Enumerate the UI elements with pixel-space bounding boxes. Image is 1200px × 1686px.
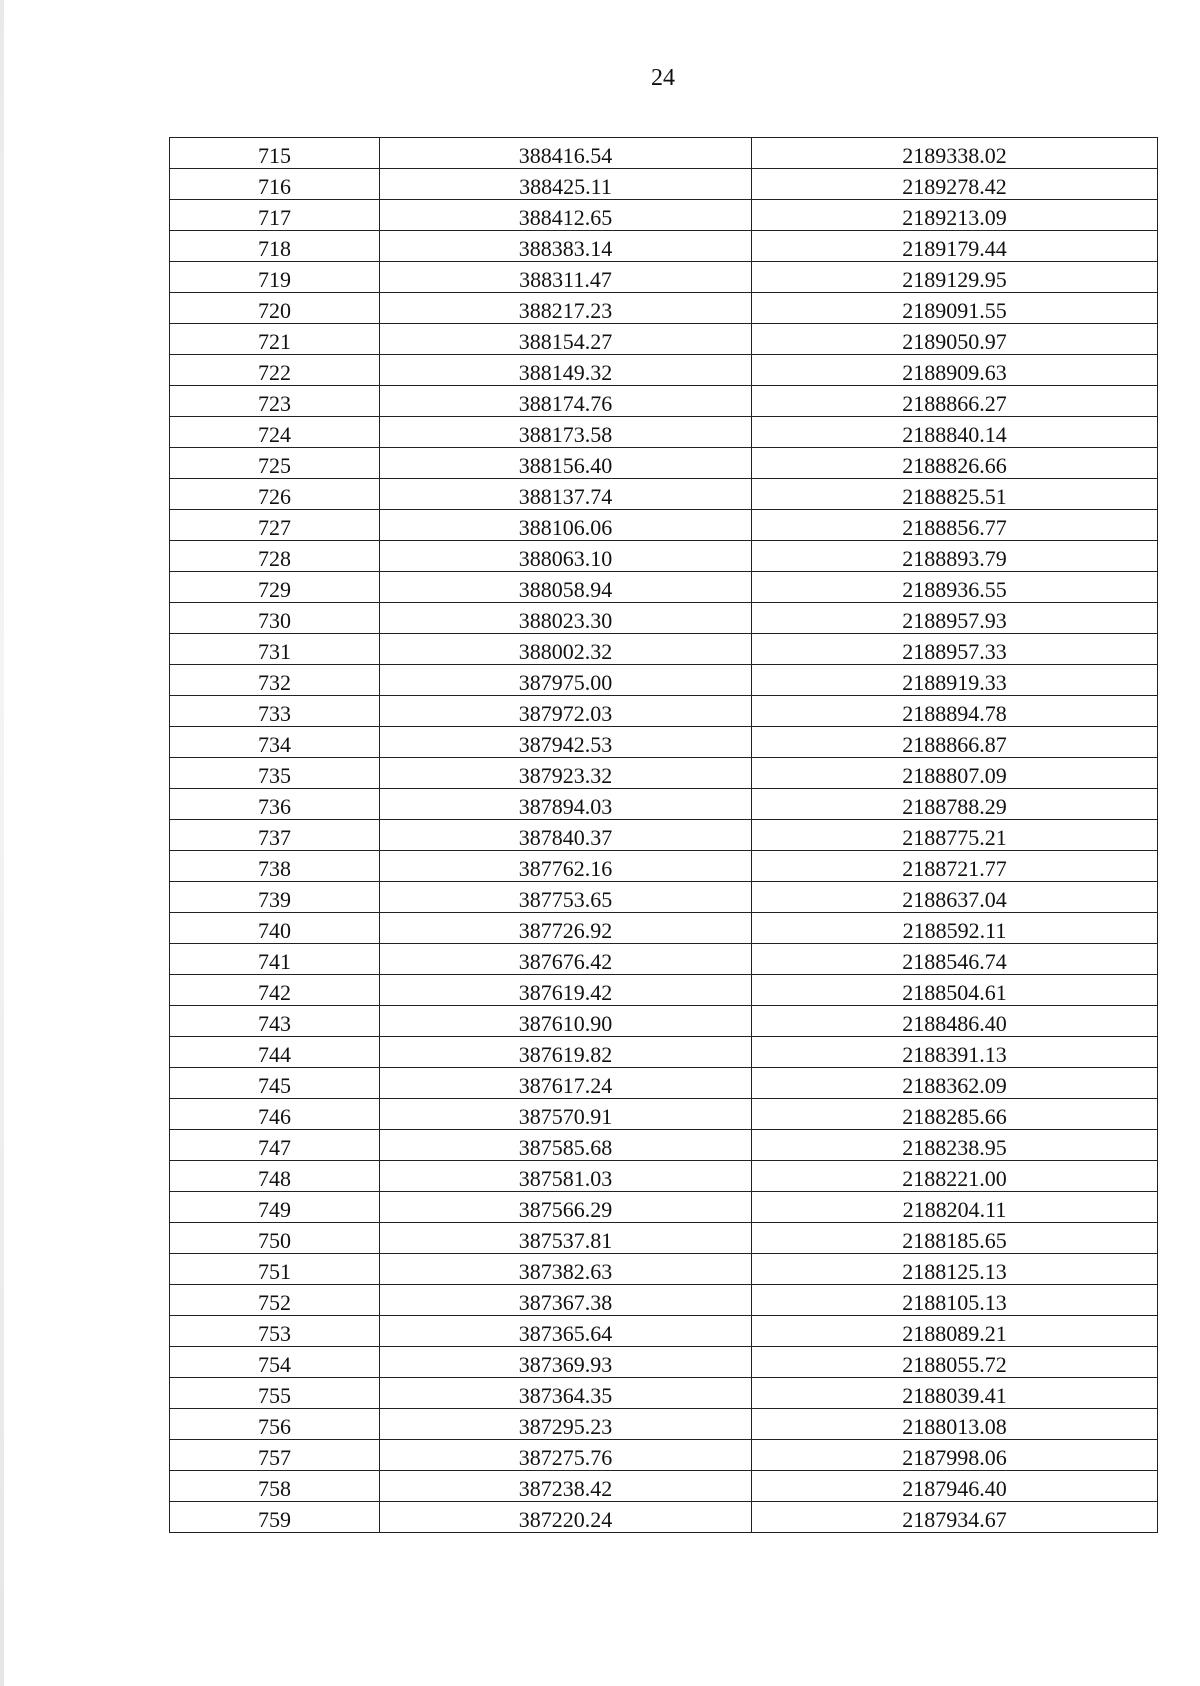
table-row bbox=[170, 1099, 1158, 1130]
table-row bbox=[170, 200, 1158, 231]
table-row bbox=[170, 1316, 1158, 1347]
y-coordinate-cell: 2189338.02 bbox=[752, 138, 1158, 169]
point-number-cell: 738 bbox=[170, 851, 380, 882]
point-number-cell: 728 bbox=[170, 541, 380, 572]
point-number-cell: 747 bbox=[170, 1130, 380, 1161]
x-coordinate-cell: 387619.42 bbox=[380, 975, 752, 1006]
y-coordinate-cell: 2188185.65 bbox=[752, 1223, 1158, 1254]
y-coordinate-cell: 2189213.09 bbox=[752, 200, 1158, 231]
y-coordinate-cell: 2189050.97 bbox=[752, 324, 1158, 355]
y-coordinate-cell: 2188055.72 bbox=[752, 1347, 1158, 1378]
point-number-cell: 757 bbox=[170, 1440, 380, 1471]
point-number-cell: 742 bbox=[170, 975, 380, 1006]
y-coordinate-cell: 2189179.44 bbox=[752, 231, 1158, 262]
point-number-cell: 726 bbox=[170, 479, 380, 510]
y-coordinate-cell: 2188826.66 bbox=[752, 448, 1158, 479]
table-row bbox=[170, 913, 1158, 944]
coordinate-table-body bbox=[170, 138, 1158, 1533]
table-row bbox=[170, 696, 1158, 727]
table-row bbox=[170, 1409, 1158, 1440]
y-coordinate-cell: 2188125.13 bbox=[752, 1254, 1158, 1285]
y-coordinate-cell: 2188546.74 bbox=[752, 944, 1158, 975]
point-number-cell: 732 bbox=[170, 665, 380, 696]
table-row bbox=[170, 1068, 1158, 1099]
x-coordinate-cell: 388154.27 bbox=[380, 324, 752, 355]
x-coordinate-cell: 387726.92 bbox=[380, 913, 752, 944]
y-coordinate-cell: 2188894.78 bbox=[752, 696, 1158, 727]
y-coordinate-cell: 2188238.95 bbox=[752, 1130, 1158, 1161]
point-number-cell: 720 bbox=[170, 293, 380, 324]
x-coordinate-cell: 388383.14 bbox=[380, 231, 752, 262]
point-number-cell: 753 bbox=[170, 1316, 380, 1347]
point-number-cell: 759 bbox=[170, 1502, 380, 1533]
table-row bbox=[170, 1006, 1158, 1037]
table-row bbox=[170, 1223, 1158, 1254]
x-coordinate-cell: 387894.03 bbox=[380, 789, 752, 820]
table-row bbox=[170, 231, 1158, 262]
point-number-cell: 718 bbox=[170, 231, 380, 262]
y-coordinate-cell: 2188105.13 bbox=[752, 1285, 1158, 1316]
point-number-cell: 716 bbox=[170, 169, 380, 200]
page-number: 24 bbox=[651, 65, 675, 91]
table-row bbox=[170, 479, 1158, 510]
point-number-cell: 724 bbox=[170, 417, 380, 448]
table-row bbox=[170, 541, 1158, 572]
x-coordinate-cell: 388023.30 bbox=[380, 603, 752, 634]
y-coordinate-cell: 2189278.42 bbox=[752, 169, 1158, 200]
point-number-cell: 717 bbox=[170, 200, 380, 231]
point-number-cell: 754 bbox=[170, 1347, 380, 1378]
x-coordinate-cell: 388063.10 bbox=[380, 541, 752, 572]
x-coordinate-cell: 388106.06 bbox=[380, 510, 752, 541]
x-coordinate-cell: 388217.23 bbox=[380, 293, 752, 324]
x-coordinate-cell: 387972.03 bbox=[380, 696, 752, 727]
table-row bbox=[170, 975, 1158, 1006]
y-coordinate-cell: 2188919.33 bbox=[752, 665, 1158, 696]
y-coordinate-cell: 2188788.29 bbox=[752, 789, 1158, 820]
y-coordinate-cell: 2188825.51 bbox=[752, 479, 1158, 510]
y-coordinate-cell: 2188866.87 bbox=[752, 727, 1158, 758]
table-row bbox=[170, 944, 1158, 975]
point-number-cell: 729 bbox=[170, 572, 380, 603]
y-coordinate-cell: 2188362.09 bbox=[752, 1068, 1158, 1099]
x-coordinate-cell: 387566.29 bbox=[380, 1192, 752, 1223]
point-number-cell: 736 bbox=[170, 789, 380, 820]
y-coordinate-cell: 2188721.77 bbox=[752, 851, 1158, 882]
table-row bbox=[170, 510, 1158, 541]
table-row bbox=[170, 1037, 1158, 1068]
table-row bbox=[170, 1502, 1158, 1533]
point-number-cell: 725 bbox=[170, 448, 380, 479]
x-coordinate-cell: 387220.24 bbox=[380, 1502, 752, 1533]
point-number-cell: 756 bbox=[170, 1409, 380, 1440]
x-coordinate-cell: 387676.42 bbox=[380, 944, 752, 975]
table-row bbox=[170, 293, 1158, 324]
x-coordinate-cell: 387369.93 bbox=[380, 1347, 752, 1378]
x-coordinate-cell: 387537.81 bbox=[380, 1223, 752, 1254]
table-row bbox=[170, 386, 1158, 417]
table-row bbox=[170, 1378, 1158, 1409]
x-coordinate-cell: 387617.24 bbox=[380, 1068, 752, 1099]
point-number-cell: 727 bbox=[170, 510, 380, 541]
x-coordinate-cell: 387753.65 bbox=[380, 882, 752, 913]
x-coordinate-cell: 387382.63 bbox=[380, 1254, 752, 1285]
x-coordinate-cell: 387238.42 bbox=[380, 1471, 752, 1502]
x-coordinate-cell: 388002.32 bbox=[380, 634, 752, 665]
x-coordinate-cell: 387367.38 bbox=[380, 1285, 752, 1316]
point-number-cell: 748 bbox=[170, 1161, 380, 1192]
x-coordinate-cell: 387619.82 bbox=[380, 1037, 752, 1068]
x-coordinate-cell: 387570.91 bbox=[380, 1099, 752, 1130]
y-coordinate-cell: 2188592.11 bbox=[752, 913, 1158, 944]
point-number-cell: 740 bbox=[170, 913, 380, 944]
point-number-cell: 750 bbox=[170, 1223, 380, 1254]
table-row bbox=[170, 262, 1158, 293]
x-coordinate-cell: 387762.16 bbox=[380, 851, 752, 882]
y-coordinate-cell: 2188936.55 bbox=[752, 572, 1158, 603]
y-coordinate-cell: 2189091.55 bbox=[752, 293, 1158, 324]
point-number-cell: 743 bbox=[170, 1006, 380, 1037]
y-coordinate-cell: 2188204.11 bbox=[752, 1192, 1158, 1223]
y-coordinate-cell: 2188893.79 bbox=[752, 541, 1158, 572]
point-number-cell: 723 bbox=[170, 386, 380, 417]
table-row bbox=[170, 1347, 1158, 1378]
point-number-cell: 752 bbox=[170, 1285, 380, 1316]
x-coordinate-cell: 388058.94 bbox=[380, 572, 752, 603]
table-row bbox=[170, 169, 1158, 200]
point-number-cell: 737 bbox=[170, 820, 380, 851]
point-number-cell: 755 bbox=[170, 1378, 380, 1409]
table-row bbox=[170, 417, 1158, 448]
table-row bbox=[170, 1254, 1158, 1285]
point-number-cell: 758 bbox=[170, 1471, 380, 1502]
x-coordinate-cell: 388425.11 bbox=[380, 169, 752, 200]
point-number-cell: 739 bbox=[170, 882, 380, 913]
y-coordinate-cell: 2188504.61 bbox=[752, 975, 1158, 1006]
point-number-cell: 721 bbox=[170, 324, 380, 355]
x-coordinate-cell: 387942.53 bbox=[380, 727, 752, 758]
x-coordinate-cell: 387364.35 bbox=[380, 1378, 752, 1409]
y-coordinate-cell: 2188866.27 bbox=[752, 386, 1158, 417]
y-coordinate-cell: 2188221.00 bbox=[752, 1161, 1158, 1192]
coordinate-table bbox=[169, 137, 1158, 1533]
y-coordinate-cell: 2188856.77 bbox=[752, 510, 1158, 541]
point-number-cell: 722 bbox=[170, 355, 380, 386]
point-number-cell: 719 bbox=[170, 262, 380, 293]
x-coordinate-cell: 388156.40 bbox=[380, 448, 752, 479]
x-coordinate-cell: 387923.32 bbox=[380, 758, 752, 789]
point-number-cell: 745 bbox=[170, 1068, 380, 1099]
x-coordinate-cell: 388174.76 bbox=[380, 386, 752, 417]
point-number-cell: 741 bbox=[170, 944, 380, 975]
point-number-cell: 731 bbox=[170, 634, 380, 665]
x-coordinate-cell: 387365.64 bbox=[380, 1316, 752, 1347]
y-coordinate-cell: 2187934.67 bbox=[752, 1502, 1158, 1533]
x-coordinate-cell: 388416.54 bbox=[380, 138, 752, 169]
point-number-cell: 744 bbox=[170, 1037, 380, 1068]
point-number-cell: 746 bbox=[170, 1099, 380, 1130]
point-number-cell: 735 bbox=[170, 758, 380, 789]
x-coordinate-cell: 387840.37 bbox=[380, 820, 752, 851]
table-row bbox=[170, 1161, 1158, 1192]
table-row bbox=[170, 1471, 1158, 1502]
point-number-cell: 749 bbox=[170, 1192, 380, 1223]
x-coordinate-cell: 388412.65 bbox=[380, 200, 752, 231]
table-row bbox=[170, 572, 1158, 603]
x-coordinate-cell: 387581.03 bbox=[380, 1161, 752, 1192]
table-row bbox=[170, 851, 1158, 882]
table-row bbox=[170, 1192, 1158, 1223]
y-coordinate-cell: 2188909.63 bbox=[752, 355, 1158, 386]
table-row bbox=[170, 1440, 1158, 1471]
x-coordinate-cell: 387275.76 bbox=[380, 1440, 752, 1471]
y-coordinate-cell: 2188957.93 bbox=[752, 603, 1158, 634]
table-row bbox=[170, 448, 1158, 479]
table-row bbox=[170, 789, 1158, 820]
y-coordinate-cell: 2188807.09 bbox=[752, 758, 1158, 789]
y-coordinate-cell: 2188391.13 bbox=[752, 1037, 1158, 1068]
y-coordinate-cell: 2188486.40 bbox=[752, 1006, 1158, 1037]
y-coordinate-cell: 2188089.21 bbox=[752, 1316, 1158, 1347]
point-number-cell: 751 bbox=[170, 1254, 380, 1285]
x-coordinate-cell: 387975.00 bbox=[380, 665, 752, 696]
y-coordinate-cell: 2188637.04 bbox=[752, 882, 1158, 913]
y-coordinate-cell: 2187998.06 bbox=[752, 1440, 1158, 1471]
x-coordinate-cell: 387610.90 bbox=[380, 1006, 752, 1037]
table-row bbox=[170, 138, 1158, 169]
table-row bbox=[170, 355, 1158, 386]
table-row bbox=[170, 665, 1158, 696]
y-coordinate-cell: 2187946.40 bbox=[752, 1471, 1158, 1502]
table-row bbox=[170, 324, 1158, 355]
x-coordinate-cell: 388149.32 bbox=[380, 355, 752, 386]
y-coordinate-cell: 2188840.14 bbox=[752, 417, 1158, 448]
y-coordinate-cell: 2188013.08 bbox=[752, 1409, 1158, 1440]
table-row bbox=[170, 820, 1158, 851]
scan-edge bbox=[0, 0, 4, 1686]
point-number-cell: 733 bbox=[170, 696, 380, 727]
table-row bbox=[170, 634, 1158, 665]
y-coordinate-cell: 2188285.66 bbox=[752, 1099, 1158, 1130]
y-coordinate-cell: 2188775.21 bbox=[752, 820, 1158, 851]
y-coordinate-cell: 2188957.33 bbox=[752, 634, 1158, 665]
table-row bbox=[170, 1130, 1158, 1161]
point-number-cell: 734 bbox=[170, 727, 380, 758]
point-number-cell: 715 bbox=[170, 138, 380, 169]
x-coordinate-cell: 387295.23 bbox=[380, 1409, 752, 1440]
table-row bbox=[170, 603, 1158, 634]
x-coordinate-cell: 387585.68 bbox=[380, 1130, 752, 1161]
table-row bbox=[170, 758, 1158, 789]
table-row bbox=[170, 882, 1158, 913]
y-coordinate-cell: 2188039.41 bbox=[752, 1378, 1158, 1409]
table-row bbox=[170, 1285, 1158, 1316]
x-coordinate-cell: 388173.58 bbox=[380, 417, 752, 448]
y-coordinate-cell: 2189129.95 bbox=[752, 262, 1158, 293]
x-coordinate-cell: 388137.74 bbox=[380, 479, 752, 510]
point-number-cell: 730 bbox=[170, 603, 380, 634]
x-coordinate-cell: 388311.47 bbox=[380, 262, 752, 293]
table-row bbox=[170, 727, 1158, 758]
